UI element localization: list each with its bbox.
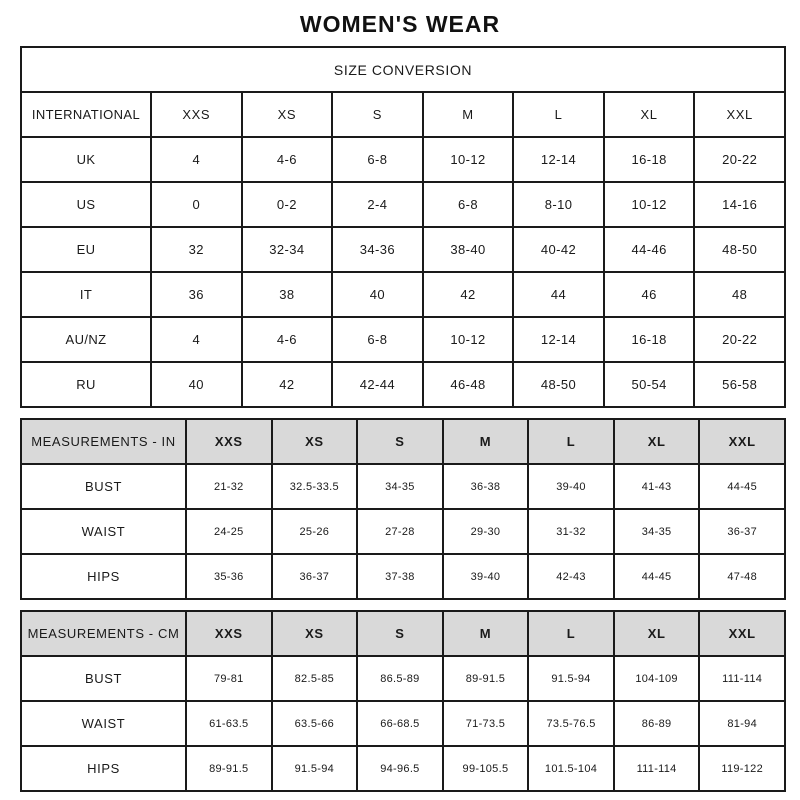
column-header: INTERNATIONAL [21, 92, 151, 137]
value-cell: 4 [151, 137, 242, 182]
column-header: MEASUREMENTS - CM [21, 611, 186, 656]
value-cell: 41-43 [614, 464, 700, 509]
table-row [21, 182, 785, 227]
row-label: HIPS [21, 554, 186, 599]
column-header: XS [242, 92, 333, 137]
value-cell: 40 [151, 362, 242, 407]
table-title-row [21, 47, 785, 92]
column-header: S [357, 611, 443, 656]
value-cell: 40-42 [513, 227, 604, 272]
value-cell: 89-91.5 [443, 656, 529, 701]
value-cell: 44 [513, 272, 604, 317]
value-cell: 36 [151, 272, 242, 317]
row-label: BUST [21, 464, 186, 509]
value-cell: 36-37 [699, 509, 785, 554]
value-cell: 34-36 [332, 227, 423, 272]
value-cell: 0 [151, 182, 242, 227]
value-cell: 36-37 [272, 554, 358, 599]
value-cell: 91.5-94 [272, 746, 358, 791]
value-cell: 66-68.5 [357, 701, 443, 746]
value-cell: 39-40 [528, 464, 614, 509]
value-cell: 0-2 [242, 182, 333, 227]
row-label: RU [21, 362, 151, 407]
column-header: XS [272, 419, 358, 464]
value-cell: 104-109 [614, 656, 700, 701]
row-label: EU [21, 227, 151, 272]
value-cell: 20-22 [694, 137, 785, 182]
value-cell: 40 [332, 272, 423, 317]
table-title: SIZE CONVERSION [21, 47, 785, 92]
value-cell: 16-18 [604, 137, 695, 182]
value-cell: 61-63.5 [186, 701, 272, 746]
column-header: S [332, 92, 423, 137]
column-header: XS [272, 611, 358, 656]
value-cell: 32 [151, 227, 242, 272]
value-cell: 10-12 [604, 182, 695, 227]
column-header: XL [614, 419, 700, 464]
value-cell: 42-43 [528, 554, 614, 599]
value-cell: 63.5-66 [272, 701, 358, 746]
value-cell: 38-40 [423, 227, 514, 272]
row-label: WAIST [21, 701, 186, 746]
value-cell: 4 [151, 317, 242, 362]
column-header: S [357, 419, 443, 464]
value-cell: 12-14 [513, 317, 604, 362]
value-cell: 20-22 [694, 317, 785, 362]
value-cell: 44-45 [699, 464, 785, 509]
value-cell: 4-6 [242, 317, 333, 362]
table-row [21, 746, 785, 791]
value-cell: 91.5-94 [528, 656, 614, 701]
value-cell: 44-45 [614, 554, 700, 599]
value-cell: 27-28 [357, 509, 443, 554]
value-cell: 29-30 [443, 509, 529, 554]
table-row [21, 317, 785, 362]
table-row [21, 362, 785, 407]
row-label: AU/NZ [21, 317, 151, 362]
table-row [21, 227, 785, 272]
row-label: US [21, 182, 151, 227]
column-header: XXL [694, 92, 785, 137]
value-cell: 46 [604, 272, 695, 317]
size-conversion-table [20, 46, 786, 408]
value-cell: 73.5-76.5 [528, 701, 614, 746]
value-cell: 86.5-89 [357, 656, 443, 701]
value-cell: 81-94 [699, 701, 785, 746]
value-cell: 8-10 [513, 182, 604, 227]
column-header: XXL [699, 611, 785, 656]
value-cell: 6-8 [332, 317, 423, 362]
column-header: XXL [699, 419, 785, 464]
value-cell: 36-38 [443, 464, 529, 509]
row-label: IT [21, 272, 151, 317]
value-cell: 38 [242, 272, 333, 317]
value-cell: 24-25 [186, 509, 272, 554]
value-cell: 31-32 [528, 509, 614, 554]
value-cell: 34-35 [357, 464, 443, 509]
value-cell: 94-96.5 [357, 746, 443, 791]
value-cell: 111-114 [614, 746, 700, 791]
value-cell: 37-38 [357, 554, 443, 599]
value-cell: 10-12 [423, 317, 514, 362]
value-cell: 89-91.5 [186, 746, 272, 791]
value-cell: 4-6 [242, 137, 333, 182]
value-cell: 39-40 [443, 554, 529, 599]
row-label: UK [21, 137, 151, 182]
row-label: WAIST [21, 509, 186, 554]
column-header: XL [614, 611, 700, 656]
column-header: L [528, 611, 614, 656]
table-row [21, 701, 785, 746]
header-row [21, 92, 785, 137]
value-cell: 32-34 [242, 227, 333, 272]
value-cell: 50-54 [604, 362, 695, 407]
value-cell: 119-122 [699, 746, 785, 791]
value-cell: 2-4 [332, 182, 423, 227]
value-cell: 42 [423, 272, 514, 317]
table-row [21, 656, 785, 701]
value-cell: 111-114 [699, 656, 785, 701]
table-row [21, 509, 785, 554]
measurements-in-table [20, 418, 786, 600]
value-cell: 46-48 [423, 362, 514, 407]
value-cell: 86-89 [614, 701, 700, 746]
header-row [21, 611, 785, 656]
value-cell: 48 [694, 272, 785, 317]
value-cell: 79-81 [186, 656, 272, 701]
column-header: M [443, 611, 529, 656]
value-cell: 56-58 [694, 362, 785, 407]
table-row [21, 464, 785, 509]
value-cell: 6-8 [423, 182, 514, 227]
value-cell: 101.5-104 [528, 746, 614, 791]
column-header: XXS [151, 92, 242, 137]
value-cell: 32.5-33.5 [272, 464, 358, 509]
value-cell: 42 [242, 362, 333, 407]
column-header: L [513, 92, 604, 137]
row-label: HIPS [21, 746, 186, 791]
value-cell: 12-14 [513, 137, 604, 182]
value-cell: 25-26 [272, 509, 358, 554]
value-cell: 21-32 [186, 464, 272, 509]
row-label: BUST [21, 656, 186, 701]
value-cell: 99-105.5 [443, 746, 529, 791]
value-cell: 47-48 [699, 554, 785, 599]
column-header: XXS [186, 419, 272, 464]
column-header: XL [604, 92, 695, 137]
value-cell: 42-44 [332, 362, 423, 407]
value-cell: 14-16 [694, 182, 785, 227]
value-cell: 35-36 [186, 554, 272, 599]
column-header: L [528, 419, 614, 464]
value-cell: 44-46 [604, 227, 695, 272]
value-cell: 6-8 [332, 137, 423, 182]
value-cell: 71-73.5 [443, 701, 529, 746]
table-row [21, 554, 785, 599]
value-cell: 48-50 [513, 362, 604, 407]
value-cell: 82.5-85 [272, 656, 358, 701]
value-cell: 10-12 [423, 137, 514, 182]
table-row [21, 137, 785, 182]
column-header: M [423, 92, 514, 137]
value-cell: 16-18 [604, 317, 695, 362]
value-cell: 34-35 [614, 509, 700, 554]
value-cell: 48-50 [694, 227, 785, 272]
table-row [21, 272, 785, 317]
measurements-cm-table [20, 610, 786, 792]
column-header: M [443, 419, 529, 464]
column-header: XXS [186, 611, 272, 656]
header-row [21, 419, 785, 464]
page-title: WOMEN'S WEAR [299, 11, 501, 37]
column-header: MEASUREMENTS - IN [21, 419, 186, 464]
